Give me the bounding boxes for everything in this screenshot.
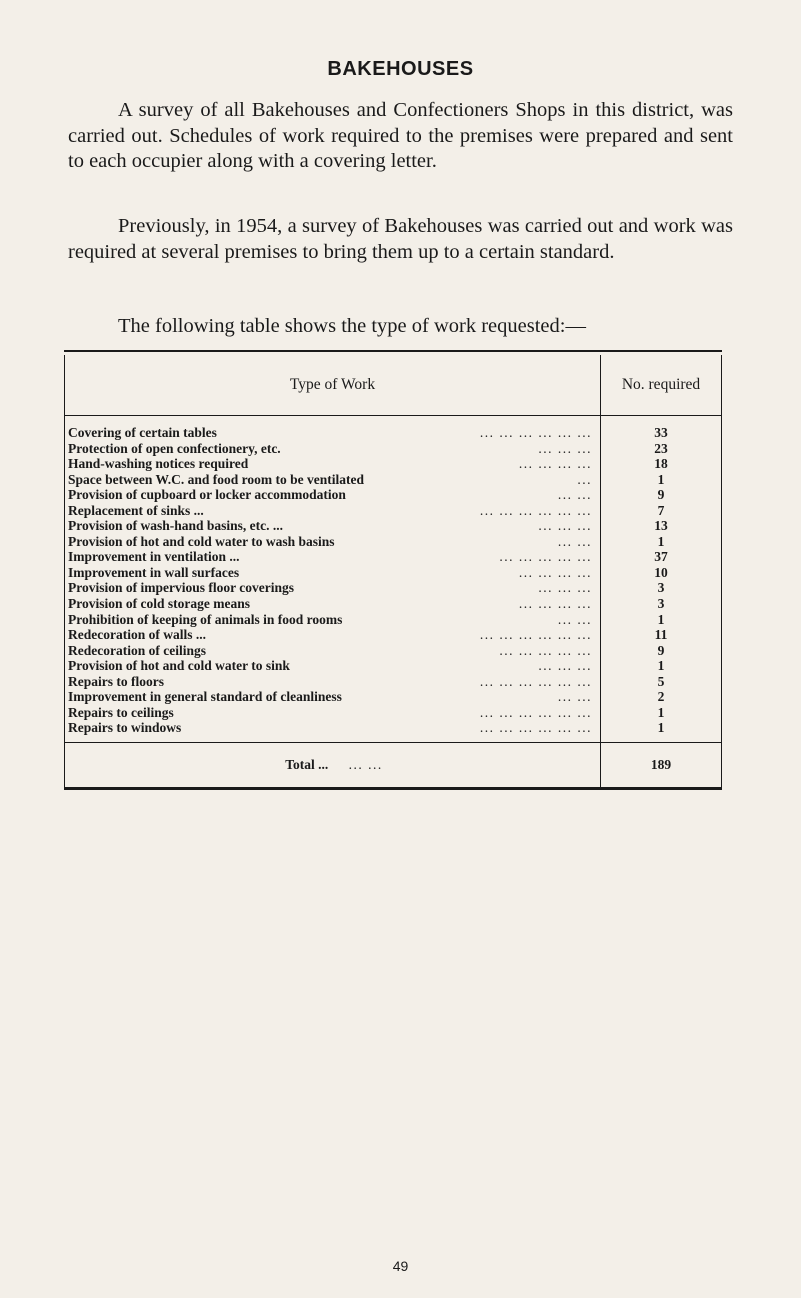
work-type-cell <box>65 705 601 721</box>
number-required-cell: 23 <box>654 440 668 456</box>
work-type-label: Repairs to ceilings <box>68 704 174 720</box>
number-required-cell: 7 <box>657 502 665 518</box>
work-type-label: Replacement of sinks ... <box>68 502 204 518</box>
work-type-label: Repairs to windows <box>68 720 182 736</box>
work-type-cell <box>65 674 601 690</box>
work-type-cell <box>65 472 601 488</box>
total-dots: ... ... <box>348 757 383 773</box>
leader-dots: ... ... ... ... <box>518 564 592 580</box>
leader-dots: ... ... ... <box>538 580 592 596</box>
work-type-label: Provision of hot and cold water to wash basins <box>68 533 335 549</box>
number-required-cell: 11 <box>654 627 668 643</box>
number-required-cell: 13 <box>654 518 668 534</box>
work-type-cell <box>65 580 601 596</box>
work-type-label: Provision of hot and cold water to sink <box>68 658 290 674</box>
leader-dots: ... ... <box>557 689 592 705</box>
work-type-cell <box>65 487 601 503</box>
leader-dots: ... ... ... <box>538 518 592 534</box>
leader-dots: ... ... ... ... ... ... <box>479 502 592 518</box>
number-required-cell: 1 <box>657 611 665 627</box>
work-type-cell <box>65 643 601 659</box>
number-required-cell: 37 <box>654 549 668 565</box>
work-type-cell <box>65 503 601 519</box>
paragraph-previous-survey: Previously, in 1954, a survey of Bakehouses was carried out and work was required at several premises to bring them up to a certain standard. <box>68 215 733 263</box>
number-required-cell: 1 <box>657 720 665 736</box>
work-type-label: Provision of cold storage means <box>68 596 250 612</box>
table-row <box>65 565 722 581</box>
work-type-cell <box>65 549 601 565</box>
number-required-cell: 9 <box>657 487 665 503</box>
leader-dots: ... ... ... ... ... ... <box>479 425 592 440</box>
leader-dots: ... ... ... ... <box>518 596 592 612</box>
work-type-cell <box>65 456 601 472</box>
leader-dots: ... ... ... ... ... ... <box>479 720 592 736</box>
number-required-cell: 1 <box>657 471 665 487</box>
work-type-label: Improvement in wall surfaces <box>68 564 240 580</box>
work-type-cell <box>65 658 601 674</box>
number-required-cell: 33 <box>654 425 668 440</box>
work-type-label: Provision of wash-hand basins, etc. ... <box>68 518 284 534</box>
work-type-label: Protection of open confectionery, etc. <box>68 440 281 456</box>
table-body <box>65 416 722 787</box>
table-row <box>65 674 722 690</box>
table-row <box>65 487 722 503</box>
total-value: 189 <box>601 742 722 787</box>
number-required-cell: 10 <box>654 564 668 580</box>
work-type-cell <box>65 689 601 705</box>
page-heading: BAKEHOUSES <box>327 58 474 80</box>
leader-dots: ... ... ... ... ... ... <box>479 627 592 643</box>
number-required-cell: 1 <box>657 533 665 549</box>
table-row <box>65 720 722 742</box>
work-type-label: Redecoration of ceilings <box>68 642 206 658</box>
work-table-container <box>64 350 722 790</box>
work-type-label: Improvement in ventilation ... <box>68 549 240 565</box>
table-row <box>65 472 722 488</box>
number-required-cell: 3 <box>657 596 665 612</box>
leader-dots: ... ... <box>557 611 592 627</box>
leader-dots: ... ... ... <box>538 440 592 456</box>
leader-dots: ... ... ... ... ... ... <box>479 673 592 689</box>
work-type-label: Repairs to floors <box>68 673 164 689</box>
paragraph-table-intro: The following table shows the type of work requested:— <box>118 315 586 337</box>
table-row <box>65 689 722 705</box>
table-row <box>65 658 722 674</box>
work-type-label: Prohibition of keeping of animals in food rooms <box>68 611 343 627</box>
table-row <box>65 534 722 550</box>
leader-dots: ... ... <box>557 487 592 503</box>
work-type-label: Space between W.C. and food room to be ventilated <box>68 471 365 487</box>
work-type-label: Covering of certain tables <box>68 425 217 440</box>
table-row <box>65 518 722 534</box>
work-type-label: Redecoration of walls ... <box>68 627 206 643</box>
leader-dots: ... ... ... ... ... ... <box>479 704 592 720</box>
work-type-cell <box>65 534 601 550</box>
work-type-cell <box>65 518 601 534</box>
column-header-count: No. required <box>601 355 722 416</box>
number-required-cell: 3 <box>657 580 665 596</box>
number-required-cell: 18 <box>654 456 668 472</box>
leader-dots: ... ... ... ... <box>518 456 592 472</box>
leader-dots: ... <box>577 471 592 487</box>
work-type-cell <box>65 627 601 643</box>
work-type-cell <box>65 596 601 612</box>
number-required-cell: 9 <box>657 642 665 658</box>
table-bottom-rule <box>64 787 722 790</box>
table-row <box>65 580 722 596</box>
work-type-label: Improvement in general standard of cleanliness <box>68 689 342 705</box>
table-row <box>65 705 722 721</box>
table-row <box>65 456 722 472</box>
number-required-cell: 1 <box>657 704 665 720</box>
table-row <box>65 596 722 612</box>
work-type-cell <box>65 441 601 457</box>
table-row <box>65 643 722 659</box>
number-required-cell: 5 <box>657 673 665 689</box>
total-label-cell <box>65 742 601 787</box>
number-required-cell: 1 <box>657 658 665 674</box>
paragraph-survey: A survey of all Bakehouses and Confectioners Shops in this district, was carried out. Schedules of work required to the premises were prepared and sent to each occupier along with a covering letter. <box>68 99 733 172</box>
work-type-label: Provision of impervious floor coverings <box>68 580 294 596</box>
work-type-cell <box>65 720 601 742</box>
table-row <box>65 503 722 519</box>
total-label: Total ... <box>285 757 329 773</box>
work-type-label: Hand-washing notices required <box>68 456 249 472</box>
table-row <box>65 416 722 441</box>
table-total-row <box>65 742 722 787</box>
column-header-type: Type of Work <box>65 355 601 416</box>
work-type-cell <box>65 612 601 628</box>
leader-dots: ... ... ... <box>538 658 592 674</box>
leader-dots: ... ... ... ... ... <box>499 642 592 658</box>
table-row <box>65 441 722 457</box>
work-type-cell <box>65 565 601 581</box>
work-type-cell <box>65 416 601 441</box>
leader-dots: ... ... ... ... ... <box>499 549 592 565</box>
page-number: 49 <box>392 1258 409 1274</box>
work-type-label: Provision of cupboard or locker accommodation <box>68 487 346 503</box>
leader-dots: ... ... <box>557 533 592 549</box>
table-row <box>65 627 722 643</box>
table-header-row <box>65 355 722 416</box>
number-required-cell: 2 <box>657 689 665 705</box>
table-row <box>65 549 722 565</box>
table-row <box>65 612 722 628</box>
table-top-rule <box>64 350 722 352</box>
work-table <box>64 355 722 787</box>
